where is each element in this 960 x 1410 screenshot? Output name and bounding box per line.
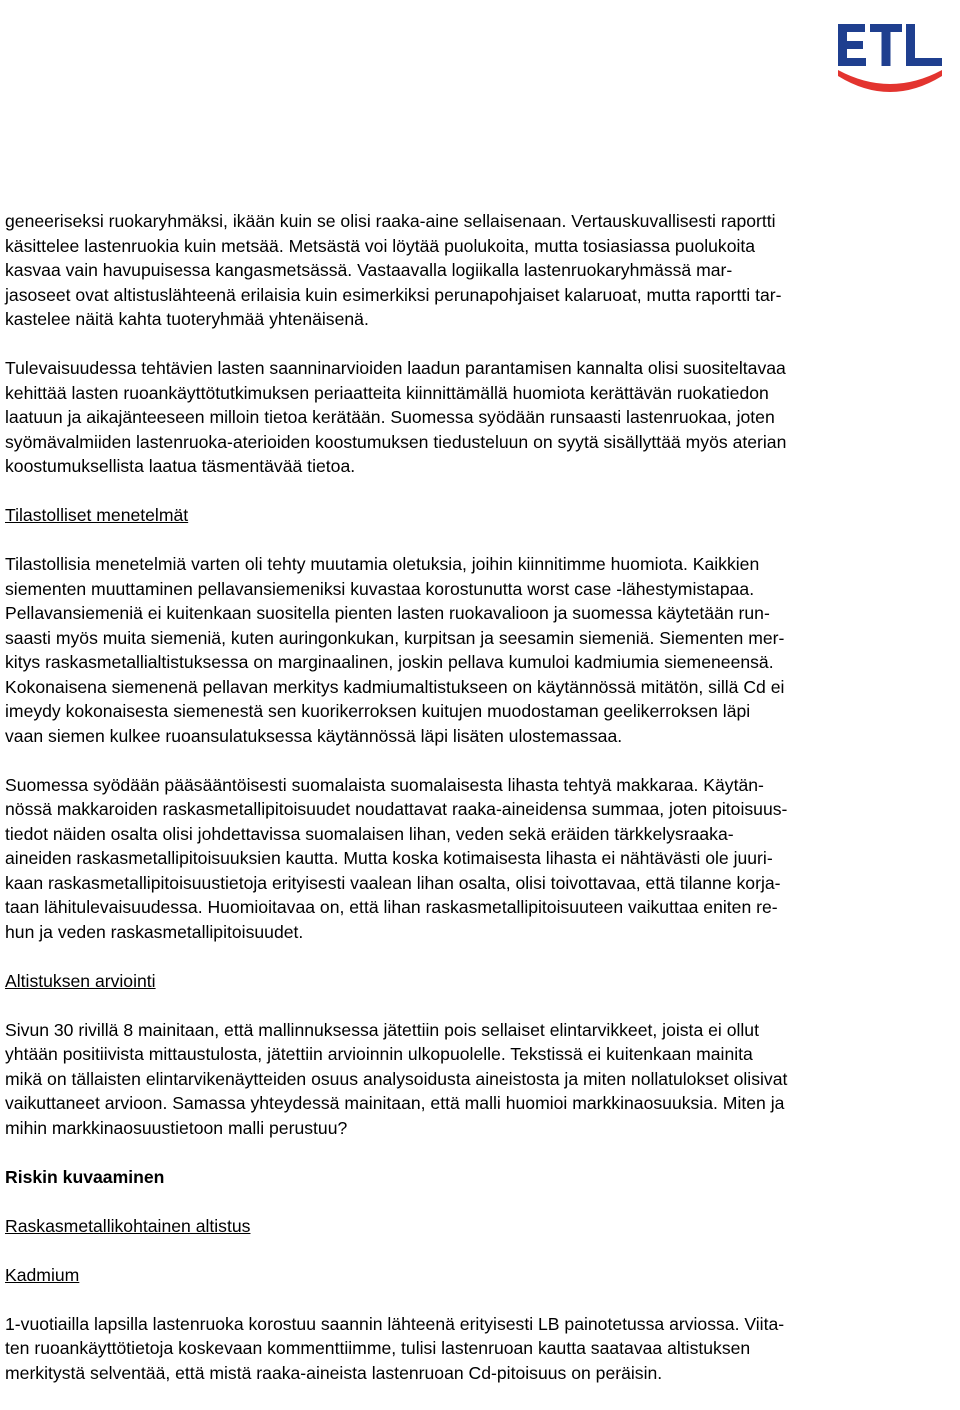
text-line: Pellavansiemeniä ei kuitenkaan suositella pienten lasten ruokavalioon ja suomessa käytetään run- xyxy=(5,603,770,623)
text-line: Tilastollisia menetelmiä varten oli tehty muutamia oletuksia, joihin kiinnitimme huomiota. Kaikkien xyxy=(5,554,760,574)
text-line: jasoseet ovat altistuslähteenä erilaisia kuin esimerkiksi perunapohjaiset kalaruoat, mutta raportti tar- xyxy=(5,284,782,305)
text-line: tiedot näiden osalta olisi johdettavissa suomalaisen lihan, veden sekä eräiden tärkkelysraaka- xyxy=(5,823,734,844)
paragraph-makkara xyxy=(5,773,955,945)
text-line: koostumuksellista laatua täsmentävää tietoa. xyxy=(5,456,356,476)
text-line: laatuun ja aikajänteeseen milloin tietoa kerätään. Suomessa syödään runsaasti lastenruokaa, joten xyxy=(5,407,775,427)
etl-logo xyxy=(832,18,950,92)
text-line: kastelee näitä kahta tuoteryhmää yhtenäisenä. xyxy=(5,309,369,329)
text-line: vaikuttaneet arvioon. Samassa yhteydessä mainitaan, että malli huomioi markkinaosuuksia. Miten ja xyxy=(5,1093,785,1113)
text-line: Kokonaisena siemenenä pellavan merkitys kadmiumaltistukseen on käytännössä mitätön, sillä Cd ei xyxy=(5,676,785,697)
heading-kadmium: Kadmium xyxy=(5,1264,80,1285)
heading-altistuksen-arviointi: Altistuksen arviointi xyxy=(5,970,156,991)
text-line: hun ja veden raskasmetallipitoisuudet. xyxy=(5,921,304,942)
paragraph-sivun-30 xyxy=(5,1018,955,1141)
text-line: siementen muuttaminen pellavansiemeniksi kuvastaa korostunutta worst case -lähestymistapaa. xyxy=(5,578,755,599)
text-line: ten ruoankäyttötietoja koskevaan kommenttiimme, tulisi lastenruoan kautta saatavaa altistuksen xyxy=(5,1338,751,1358)
text-line: imeydy kokonaisesta siemenestä sen kuorikerroksen kuitujen muodostaman geelikerroksen läpi xyxy=(5,701,751,721)
text-line: Sivun 30 rivillä 8 mainitaan, että mallinnuksessa jätettiin pois sellaiset elintarvikkeet, joista ei ollut xyxy=(5,1019,759,1040)
document-body xyxy=(5,209,955,1410)
text-line: kitys raskasmetallialtistuksessa on marginaalinen, joskin pellava kumuloi kadmiumia siemeneensä. xyxy=(5,652,774,672)
text-line: aineiden raskasmetallipitoisuuksien kautta. Mutta koska kotimaisesta lihasta ei nähtävästi ole juuri- xyxy=(5,848,773,868)
text-line: saasti myös muita siemeniä, kuten auringonkukan, kurpitsan ja seesamin siemeniä. Siementen mer- xyxy=(5,627,785,648)
text-line: geneeriseksi ruokaryhmäksi, ikään kuin se olisi raaka-aine sellaisenaan. Vertauskuvallisesti raportti xyxy=(5,211,776,231)
paragraph-kadmium xyxy=(5,1312,955,1386)
text-line: merkitystä selventää, että mistä raaka-aineista lastenruoan Cd-pitoisuus on peräisin. xyxy=(5,1362,663,1383)
paragraph-raportti xyxy=(5,209,955,332)
text-line: mikä on tällaisten elintarvikenäytteiden osuus analysoidusta aineistosta ja miten nollatulokset olisivat xyxy=(5,1068,788,1089)
text-line: vaan siemen kulkee ruoansulatuksessa käytännössä läpi lisäten ulostemassaa. xyxy=(5,725,623,746)
heading-riskin-kuvaaminen: Riskin kuvaaminen xyxy=(5,1166,165,1187)
text-line: mihin markkinaosuustietoon malli perustuu? xyxy=(5,1117,348,1138)
text-line: taan lähitulevaisuudessa. Huomioitavaa on, että lihan raskasmetallipitoisuuteen vaikuttaa eniten re- xyxy=(5,897,778,917)
text-line: Suomessa syödään pääsääntöisesti suomalaista suomalaisesta lihasta tehtyä makkaraa. Käytän- xyxy=(5,774,764,795)
text-line: käsittelee lastenruokia kuin metsää. Metsästä voi löytää puolukoita, mutta tosiasiassa puolukoita xyxy=(5,235,756,256)
text-line: nössä makkaroiden raskasmetallipitoisuudet noudattavat raaka-aineidensa summaa, joten pitoisuus- xyxy=(5,799,788,819)
heading-raskasmetallikohtainen-altistus: Raskasmetallikohtainen altistus xyxy=(5,1215,251,1236)
text-line: kehittää lasten ruoankäyttötutkimuksen periaatteita kiinnittämällä huomiota kerättävän ruokatiedon xyxy=(5,382,769,403)
text-line: Tulevaisuudessa tehtävien lasten saanninarvioiden laadun parantamisen kannalta olisi suositeltavaa xyxy=(5,358,786,378)
text-line: 1-vuotiailla lapsilla lastenruoka korostuu saannin lähteenä erityisesti LB painotetussa arviossa. Viita- xyxy=(5,1313,785,1334)
text-line: kaan raskasmetallipitoisuustietoja erityisesti vaalean lihan osalta, olisi toivottavaa, että tilanne korja- xyxy=(5,872,781,893)
paragraph-tilastollisia xyxy=(5,552,955,748)
paragraph-tulevaisuudessa xyxy=(5,356,955,479)
text-line: syömävalmiiden lastenruoka-aterioiden koostumuksen tiedusteluun on syytä sisällyttää myös aterian xyxy=(5,431,787,452)
text-line: yhtään positiivista mittaustulosta, jätettiin arvioinnin ulkopuolelle. Tekstissä ei kuitenkaan mainita xyxy=(5,1044,753,1064)
text-line: kasvaa vain havupuisessa kangasmetsässä. Vastaavalla logiikalla lastenruokaryhmässä mar- xyxy=(5,260,733,280)
heading-tilastolliset-menetelmat: Tilastolliset menetelmät xyxy=(5,505,189,525)
